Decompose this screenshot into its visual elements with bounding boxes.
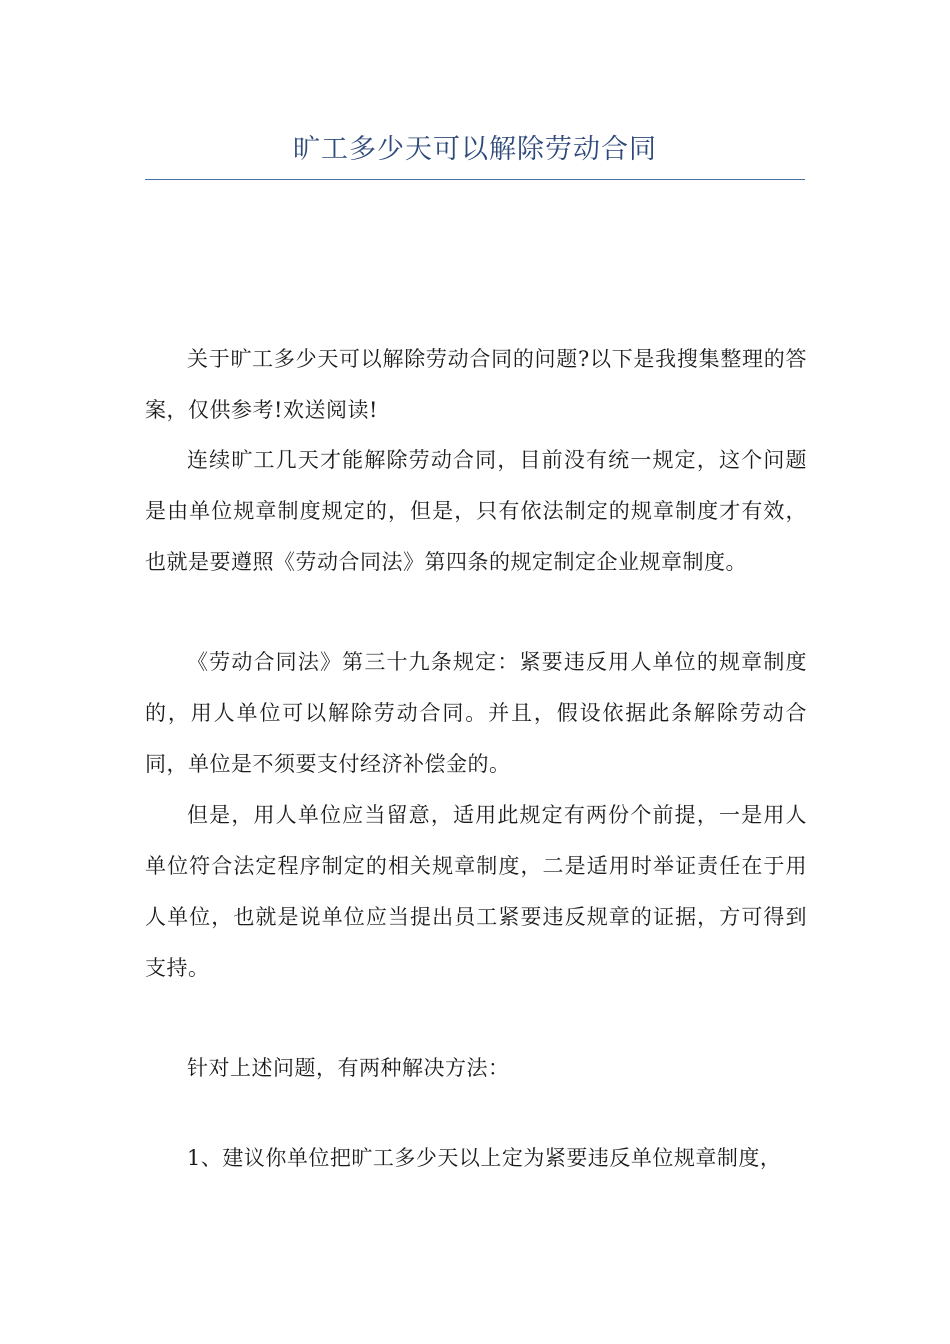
- paragraph-article-39: 《劳动合同法》第三十九条规定：紧要违反用人单位的规章制度的，用人单位可以解除劳动合同。并且，假设依据此条解除劳动合同，单位是不须要支付经济补偿金的。: [145, 650, 807, 776]
- page-title: 旷工多少天可以解除劳动合同: [293, 134, 657, 165]
- paragraph-solutions-intro: 针对上述问题，有两种解决方法：: [187, 1056, 510, 1080]
- paragraph-absence-rule: 连续旷工几天才能解除劳动合同，目前没有统一规定，这个问题是由单位规章制度规定的，但是，只有依法制定的规章制度才有效，也就是要遵照《劳动合同法》第四条的规定制定企业规章制度。: [145, 448, 807, 574]
- paragraph-solution-1: 1、建议你单位把旷工多少天以上定为紧要违反单位规章制度，: [187, 1146, 782, 1170]
- paragraph-intro: 关于旷工多少天可以解除劳动合同的问题?以下是我搜集整理的答案，仅供参考!欢送阅读!: [145, 347, 807, 422]
- paragraph-preconditions: 但是，用人单位应当留意，适用此规定有两份个前提，一是用人单位符合法定程序制定的相关规章制度，二是适用时举证责任在于用人单位，也就是说单位应当提出员工紧要违反规章的证据，方可得到支持。: [145, 803, 807, 980]
- title-underline: [145, 179, 805, 180]
